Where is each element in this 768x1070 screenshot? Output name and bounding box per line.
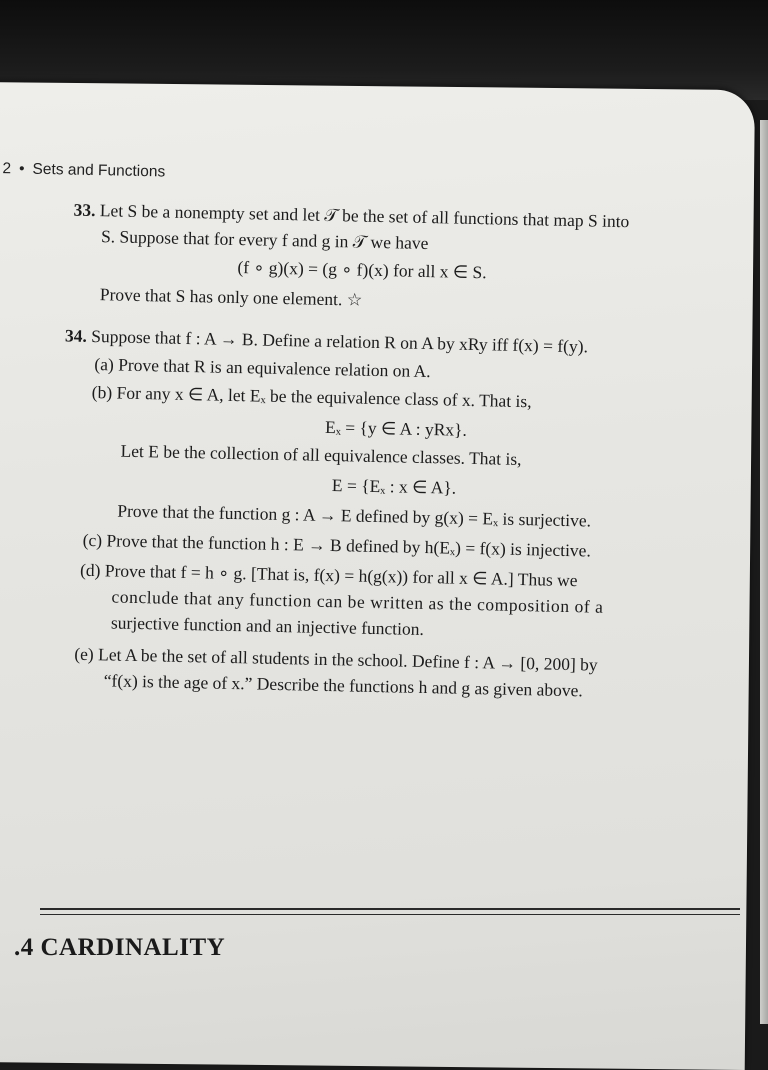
problem-34-part-b: [92, 384, 532, 411]
part-b-equation-1: Eₓ = {y ∈ A : yRx}.: [324, 416, 468, 440]
part-d-text-3: surjective function and an injective function.: [110, 612, 425, 640]
running-header: [2, 160, 165, 181]
problem-33-equation: (f ∘ g)(x) = (g ∘ f)(x) for all x ∈ S.: [237, 257, 487, 283]
problem-34-line-1: [65, 327, 588, 355]
part-c-label: (c): [82, 529, 103, 551]
section-rule-bottom: [40, 914, 740, 915]
part-e-text-1: Let A be the set of all students in the school. Define f : A → [0, 200] by: [97, 644, 598, 675]
problem-33-text-1: Let S be a nonempty set and let 𝒯 be the set of all functions that map S into: [99, 200, 630, 232]
problem-34-part-a: [94, 356, 431, 381]
chapter-title: Sets and Functions: [32, 160, 166, 181]
part-e-text-2: “f(x) is the age of x.” Describe the functions h and g as given above.: [103, 670, 584, 701]
problem-33-line-3: [100, 286, 363, 309]
problem-33-text-3: Prove that S has only one element.: [99, 284, 343, 310]
part-a-label: (a): [94, 354, 115, 375]
problem-33-number: 33.: [73, 199, 96, 221]
part-d-label: (d): [79, 559, 101, 581]
part-a-text: Prove that R is an equivalence relation on A.: [117, 354, 431, 382]
section-title: CARDINALITY: [40, 934, 226, 961]
problem-34-intro: Suppose that f : A → B. Define a relation R on A by xRy iff f(x) = f(y).: [91, 325, 589, 357]
part-b-label: (b): [91, 382, 113, 403]
header-bullet: •: [18, 160, 25, 178]
problem-34-number: 34.: [64, 325, 88, 346]
part-b-text: For any x ∈ A, let Eₓ be the equivalence class of x. That is,: [116, 382, 532, 412]
part-b-equation-2: E = {Eₓ : x ∈ A}.: [331, 475, 457, 498]
part-c-text: Prove that the function h : E → B defined by h(Eₓ) = f(x) is injective.: [106, 530, 592, 561]
section-number: .4: [14, 934, 34, 961]
section-heading: [14, 934, 225, 962]
problem-33-line-2: S. Suppose that for every f and g in 𝒯 we have: [100, 226, 429, 254]
problem-34-part-c: [82, 529, 592, 561]
part-d-text-2: conclude that any function can be written as the composition of a: [111, 586, 604, 617]
section-rule-top: [40, 908, 740, 910]
part-b-text-3: Prove that the function g : A → E defined by g(x) = Eₓ is surjective.: [117, 500, 592, 531]
problem-34-part-e: [74, 643, 598, 675]
problem-34-part-d: [79, 559, 578, 591]
page-number: 2: [2, 160, 12, 178]
part-b-text-2: Let E be the collection of all equivalence classes. That is,: [120, 440, 522, 470]
part-d-text-1: Prove that f = h ∘ g. [That is, f(x) = h(g(x)) for all x ∈ A.] Thus we: [104, 560, 578, 591]
star-icon: ☆: [346, 289, 363, 310]
part-e-label: (e): [74, 643, 94, 665]
